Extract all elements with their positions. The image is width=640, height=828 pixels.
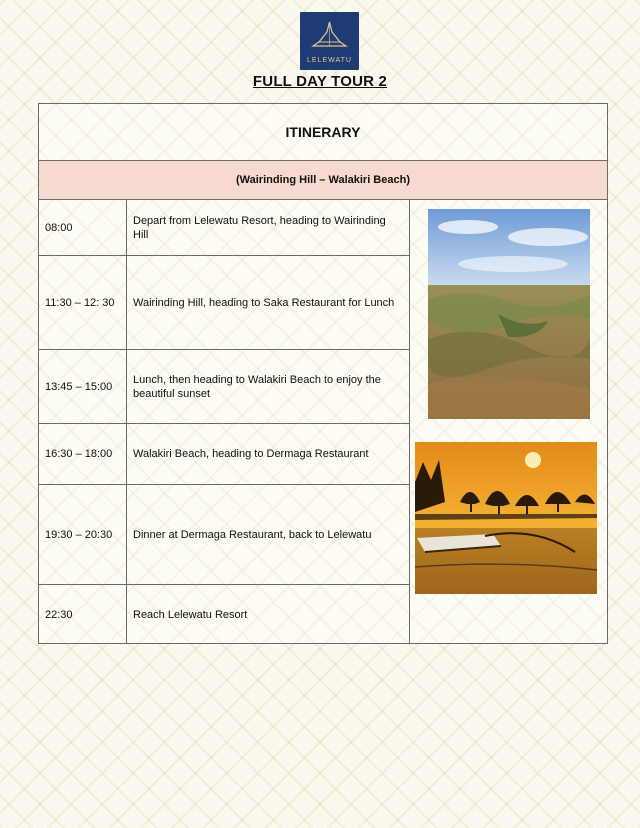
row-time: 08:00 (39, 200, 127, 255)
row-time: 11:30 – 12: 30 (39, 256, 127, 349)
table-row (39, 585, 409, 644)
row-description: Depart from Lelewatu Resort, heading to Wairinding Hill (133, 214, 386, 241)
row-time: 22:30 (39, 585, 127, 644)
row-description: Dinner at Dermaga Restaurant, back to Lelewatu (133, 528, 372, 541)
row-description: Wairinding Hill, heading to Saka Restaurant for Lunch (133, 296, 395, 309)
lelewatu-logo (300, 12, 359, 70)
table-row (39, 485, 409, 585)
row-time: 19:30 – 20:30 (39, 485, 127, 584)
row-time: 13:45 – 15:00 (39, 350, 127, 423)
row-description: Lunch, then heading to Walakiri Beach to enjoy the beautiful sunset (133, 373, 381, 400)
table-row (39, 256, 409, 350)
walakiri-sunset-photo (415, 442, 597, 594)
itinerary-table (38, 103, 608, 644)
schedule-rows (39, 200, 409, 644)
row-description: Walakiri Beach, heading to Dermaga Restaurant (133, 448, 369, 460)
row-time: 16:30 – 18:00 (39, 424, 127, 484)
route-banner: (Wairinding Hill – Walakiri Beach) (39, 161, 607, 200)
wairinding-hill-photo (428, 209, 590, 419)
row-description: Reach Lelewatu Resort (133, 608, 248, 621)
page-title: FULL DAY TOUR 2 (252, 73, 388, 90)
logo-text: LELEWATU (307, 57, 352, 64)
table-row (39, 350, 409, 424)
table-row (39, 424, 409, 485)
table-row (39, 200, 409, 256)
itinerary-heading: ITINERARY (39, 104, 607, 161)
resort-roof-icon (310, 20, 349, 54)
column-divider (409, 200, 410, 644)
